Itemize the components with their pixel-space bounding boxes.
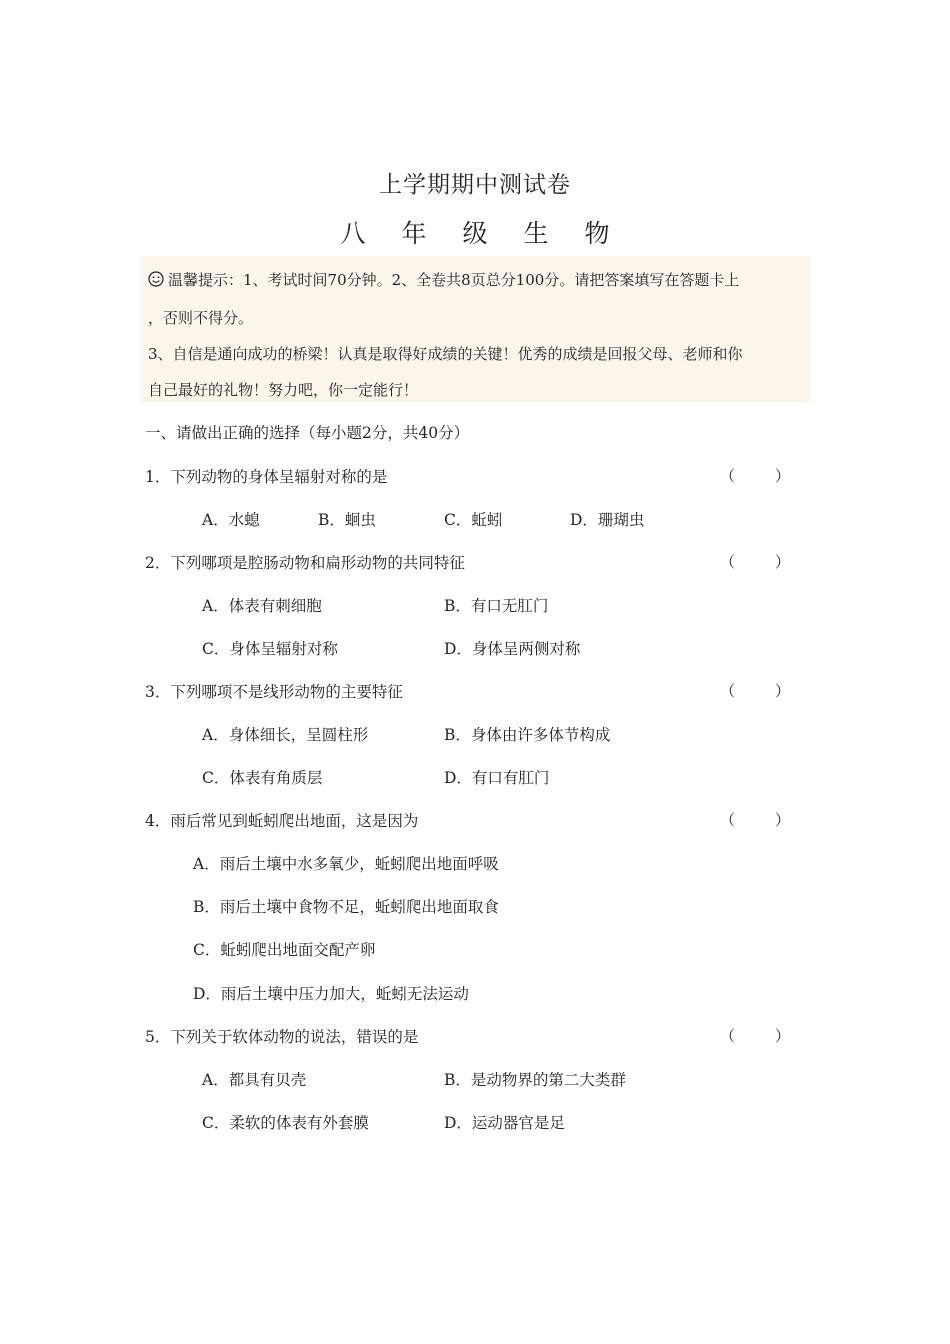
q2-option-a: A．体表有刺细胞: [202, 597, 322, 615]
question-4: 4．雨后常见到蚯蚓爬出地面，这是因为: [145, 812, 419, 830]
q4-option-d: D．雨后土壤中压力加大，蚯蚓无法运动: [193, 985, 469, 1003]
notice-box: [140, 256, 810, 402]
answer-paren: （ ）: [720, 467, 791, 485]
q3-option-d: D．有口有肛门: [444, 769, 550, 787]
q1-option-a: A．水螅: [202, 511, 260, 529]
notice-line-2: ，否则不得分。: [148, 309, 254, 327]
q5-option-a: A．都具有贝壳: [202, 1071, 307, 1089]
q3-option-c: C．体表有角质层: [202, 769, 323, 787]
answer-paren: （ ）: [720, 682, 791, 700]
q1-option-c: C．蚯蚓: [444, 511, 503, 529]
q2-option-c: C．身体呈辐射对称: [202, 640, 338, 658]
notice-line-1: [148, 269, 739, 290]
answer-paren: （ ）: [720, 811, 791, 829]
q2-option-b: B．有口无肛门: [444, 597, 549, 615]
q5-option-c: C．柔软的体表有外套膜: [202, 1114, 369, 1132]
notice-line-4: 自己最好的礼物！努力吧，你一定能行！: [148, 381, 419, 399]
q3-option-a: A．身体细长，呈圆柱形: [202, 726, 369, 744]
subtitle-char: 级: [462, 219, 488, 248]
exam-subtitle: [0, 214, 950, 250]
q4-option-a: A．雨后土壤中水多氧少，蚯蚓爬出地面呼吸: [193, 855, 499, 873]
q5-option-d: D．运动器官是足: [444, 1114, 565, 1132]
section-heading: 一、请做出正确的选择（每小题2分，共40分）: [145, 424, 470, 442]
question-5: 5．下列关于软体动物的说法，错误的是: [145, 1028, 419, 1046]
subtitle-char: 年: [401, 219, 427, 248]
q4-option-b: B．雨后土壤中食物不足，蚯蚓爬出地面取食: [193, 898, 499, 916]
answer-paren: （ ）: [720, 553, 791, 571]
question-3: 3．下列哪项不是线形动物的主要特征: [145, 683, 403, 701]
notice-line-3: 3、自信是通向成功的桥梁！认真是取得好成绩的关键！优秀的成绩是回报父母、老师和你: [148, 345, 743, 363]
q3-option-b: B．身体由许多体节构成: [444, 726, 611, 744]
smiley-icon: [148, 271, 164, 287]
question-2: 2．下列哪项是腔肠动物和扁形动物的共同特征: [145, 554, 465, 572]
subtitle-char: 八: [340, 219, 366, 248]
exam-title: 上学期期中测试卷: [379, 172, 571, 198]
subtitle-char: 物: [584, 219, 610, 248]
q1-option-d: D．珊瑚虫: [570, 511, 645, 529]
q4-option-c: C．蚯蚓爬出地面交配产卵: [193, 941, 376, 959]
q5-option-b: B．是动物界的第二大类群: [444, 1071, 626, 1089]
q1-option-b: B．蛔虫: [318, 511, 376, 529]
question-1: 1．下列动物的身体呈辐射对称的是: [145, 468, 388, 486]
subtitle-char: 生: [523, 219, 549, 248]
notice-text-1: 温馨提示：1、考试时间70分钟。2、全卷共8页总分100分。请把答案填写在答题卡上: [168, 271, 740, 289]
answer-paren: （ ）: [720, 1027, 791, 1045]
q2-option-d: D．身体呈两侧对称: [444, 640, 581, 658]
